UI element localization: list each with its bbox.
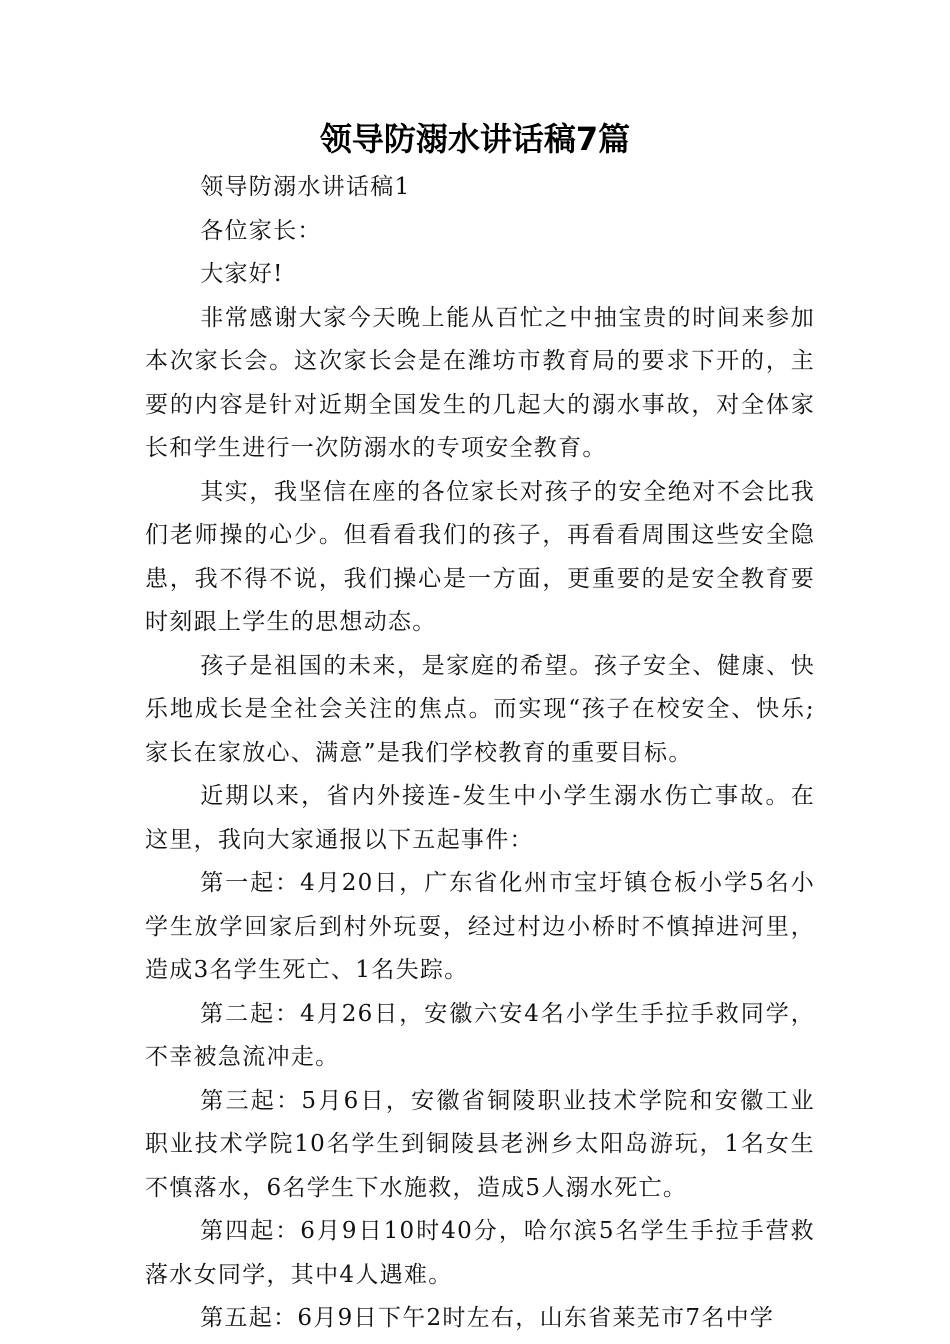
document-body xyxy=(145,166,815,1341)
paragraph-intro: 非常感谢大家今天晚上能从百忙之中抽宝贵的时间来参加本次家长会。这次家长会是在潍坊市教育局的要求下开的，主要的内容是针对近期全国发生的几起大的溺水事故，对全体家长和学生进行一次防溺水的专项安全教育。 xyxy=(145,304,815,461)
paragraph-incident-3: 第三起：5月6日，安徽省铜陵职业技术学院和安徽工业职业技术学院10名学生到铜陵县老洲乡太阳岛游玩，1名女生不慎落水，6名学生下水施救，造成5人溺水死亡。 xyxy=(145,1087,815,1201)
paragraph-recent-incidents: 近期以来，省内外接连-发生中小学生溺水伤亡事故。在这里，我向大家通报以下五起事件： xyxy=(145,783,815,853)
paragraph-incident-2: 第二起：4月26日，安徽六安4名小学生手拉手救同学，不幸被急流冲走。 xyxy=(145,1000,815,1070)
paragraph-future: 孩子是祖国的未来，是家庭的希望。孩子安全、健康、快乐地成长是全社会关注的焦点。而实现“孩子在校安全、快乐;家长在家放心、满意”是我们学校教育的重要目标。 xyxy=(145,652,815,766)
document-title: 领导防溺水讲话稿7篇 xyxy=(319,120,631,158)
paragraph-belief: 其实，我坚信在座的各位家长对孩子的安全绝对不会比我们老师操的心少。但看看我们的孩子，再看看周围这些安全隐患，我不得不说，我们操心是一方面，更重要的是安全教育要时刻跟上学生的思想动态。 xyxy=(145,478,815,635)
paragraph-incident-4: 第四起：6月9日10时40分，哈尔滨5名学生手拉手营救落水女同学，其中4人遇难。 xyxy=(145,1218,815,1288)
paragraph-incident-1: 第一起：4月20日，广东省化州市宝圩镇仓板小学5名小学生放学回家后到村外玩耍，经过村边小桥时不慎掉进河里，造成3名学生死亡、1名失踪。 xyxy=(145,870,815,983)
paragraph-incident-5: 第五起：6月9日下午2时左右，山东省莱芜市7名中学 xyxy=(200,1305,775,1331)
paragraph-salutation: 各位家长： xyxy=(200,217,322,244)
paragraph-subtitle: 领导防溺水讲话稿1 xyxy=(200,174,411,200)
paragraph-greeting: 大家好! xyxy=(200,261,284,287)
